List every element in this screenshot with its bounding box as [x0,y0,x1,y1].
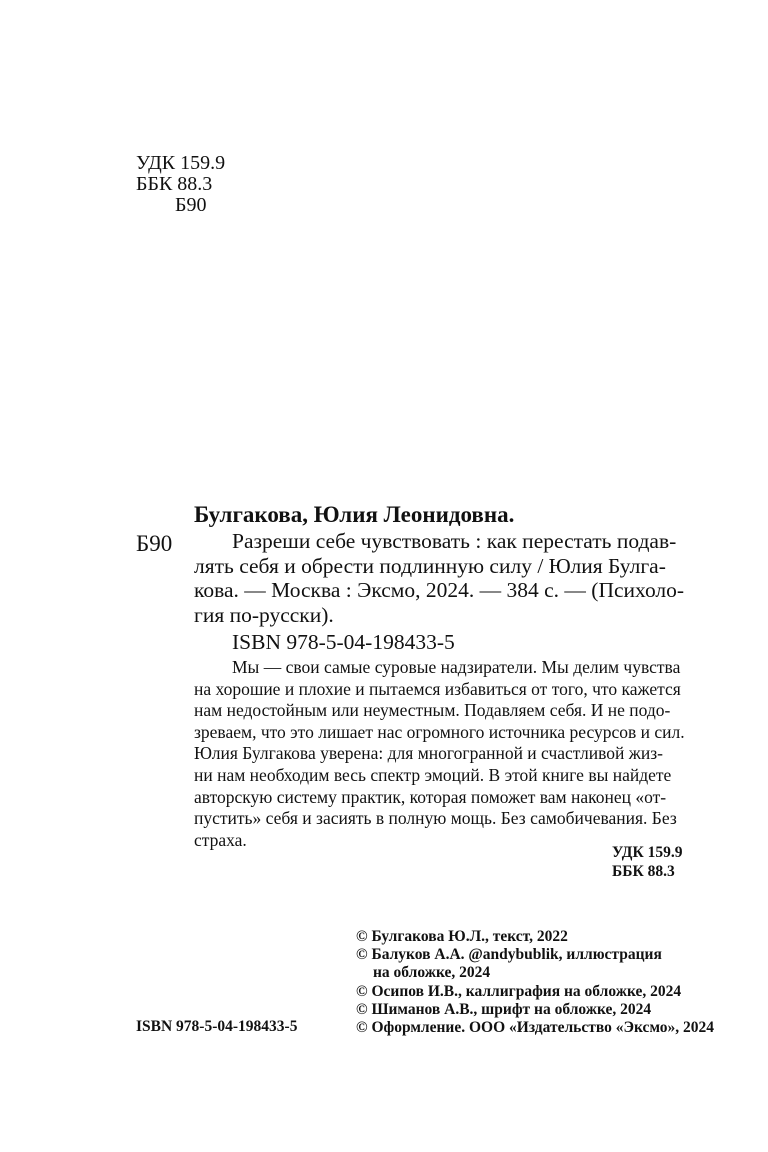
copyright-line: © Булгакова Ю.Л., текст, 2022 [356,928,568,945]
biblio-line: гия по-русски). [194,602,334,627]
author-heading: Булгакова, Юлия Леонидовна. [194,502,515,527]
copyright-line: © Балуков А.А. @andybublik, иллюстрация [356,946,662,964]
biblio-line: кова. — Москва : Эксмо, 2024. — 384 с. — (Психоло- [194,578,685,602]
author-sign-left: Б90 [136,531,173,556]
copyright-line: © Осипов И.В., каллиграфия на обложке, 2024 [356,982,682,1000]
annotation [194,657,688,851]
bbk-code-top: ББК 88.3 [136,173,213,195]
udk-code-top: УДК 159.9 [136,152,226,174]
copyright-line: © Шиманов А.В., шрифт на обложке, 2024 [356,1000,652,1018]
bibliographic-description [194,529,688,627]
udk-code-bottom: УДК 159.9 [612,844,683,861]
copyright-line: © Оформление. ООО «Издательство «Эксмо», 2024 [356,1019,715,1037]
annotation-line: Юлия Булгакова уверена: для многогранной и счастливой жиз- [194,743,663,764]
bbk-code-bottom: ББК 88.3 [612,863,675,880]
copyright-line: на обложке, 2024 [373,964,491,982]
annotation-line: на хорошие и плохие и пытаемся избавиться от того, что кажется [194,678,681,699]
annotation-line: нам недостойным или неуместным. Подавляем себя. И не подо- [194,700,671,721]
annotation-line: Мы — свои самые суровые надзиратели. Мы делим чувства [232,657,681,677]
annotation-line: авторскую систему практик, которая поможет вам наконец «от- [194,786,667,807]
annotation-line: страха. [194,829,247,850]
author-sign-top: Б90 [175,194,207,216]
annotation-line: зреваем, что это лишает нас огромного источника ресурсов и сил. [194,721,685,742]
annotation-line: ни нам необходим весь спектр эмоций. В этой книге вы найдете [194,764,672,785]
biblio-line: Разреши себе чувствовать : как перестать подав- [232,529,677,553]
copyright-block [356,928,714,1037]
biblio-line: лять себя и обрести подлинную силу / Юлия Булга- [194,553,666,578]
isbn-bottom: ISBN 978-5-04-198433-5 [136,1018,298,1035]
annotation-line: пустить» себя и засиять в полную мощь. Без самобичевания. Без [194,808,677,829]
isbn-line: ISBN 978-5-04-198433-5 [232,630,455,654]
